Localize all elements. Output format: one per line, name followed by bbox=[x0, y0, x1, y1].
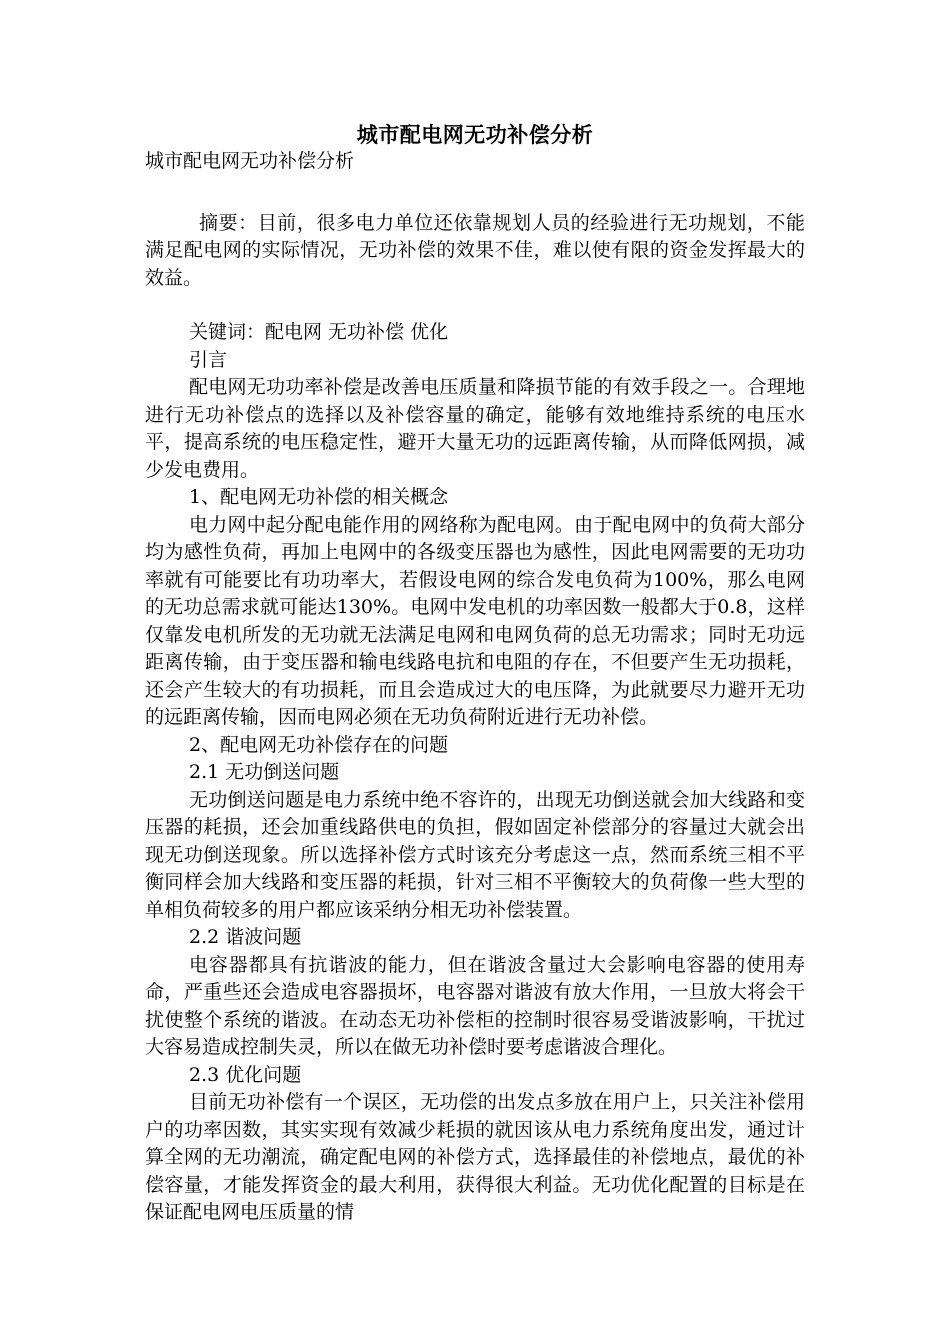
intro-heading: 引言 bbox=[189, 348, 228, 371]
abstract-paragraph: 摘要：目前，很多电力单位还依靠规划人员的经验进行无功规划，不能满足配电网的实际情况，无功补偿的效果不佳，难以使有限的资金发挥最大的效益。 bbox=[145, 211, 805, 289]
spacer bbox=[145, 176, 805, 210]
section2-2-heading: 2.2 谐波问题 bbox=[189, 926, 302, 948]
intro-paragraph: 配电网无功功率补偿是改善电压质量和降损节能的有效手段之一。合理地进行无功补偿点的选择以及补偿容量的确定，能够有效地维持系统的电压水平，提高系统的电压稳定性，避开大量无功的远距离传输，从而降低网损，减少发电费用。 bbox=[145, 376, 805, 481]
document-subtitle: 城市配电网无功补偿分析 bbox=[145, 150, 355, 172]
section2-3-paragraph: 目前无功补偿有一个误区，无功偿的出发点多放在用户上，只关注补偿用户的功率因数，其实实现有效减少耗损的就因该从电力系统角度出发，通过计算全网的无功潮流，确定配电网的补偿方式，选择最佳的补偿地点，最优的补偿容量，才能发挥资金的最大利用，获得很大利益。无功优化配置的目标是在保证配电网电压质量的情 bbox=[145, 1091, 805, 1223]
document-title: 城市配电网无功补偿分析 bbox=[356, 122, 594, 147]
section2-2-paragraph: 电容器都具有抗谐波的能力，但在谐波含量过大会影响电容器的使用寿命，严重些还会造成电容器损坏，电容器对谐波有放大作用，一旦放大将会干扰使整个系统的谐波。在动态无功补偿柜的控制时很容易受谐波影响，干扰过大容易造成控制失灵，所以在做无功补偿时要考虑谐波合理化。 bbox=[145, 953, 805, 1058]
section1-paragraph: 电力网中起分配电能作用的网络称为配电网。由于配电网中的负荷大部分均为感性负荷，再加上电网中的各级变压器也为感性，因此电网需要的无功功率就有可能要比有功功率大，若假设电网的综合发电负荷为100%，那么电网的无功总需求就可能达130%。电网中发电机的功率因数一般都大于0.8，这样仅靠发电机所发的无功就无法满足电网和电网负荷的总无功需求；同时无功远距离传输，由于变压器和输电线路电抗和电阻的存在，不但要产生无功损耗，还会产生较大的有功损耗，而且会造成过大的电压降，为此就要尽力避开无功的远距离传输，因而电网必须在无功负荷附近进行无功补偿。 bbox=[145, 513, 805, 728]
section2-1-paragraph: 无功倒送问题是电力系统中绝不容许的，出现无功倒送就会加大线路和变压器的耗损，还会加重线路供电的负担，假如固定补偿部分的容量过大就会出现无功倒送现象。所以选择补偿方式时该充分考虑这一点，然而系统三相不平衡同样会加大线路和变压器的耗损，针对三相不平衡较大的负荷像一些大型的单相负荷较多的用户都应该采纳分相无功补偿装置。 bbox=[145, 788, 805, 921]
spacer bbox=[145, 292, 805, 319]
keywords-line: 关键词：配电网 无功补偿 优化 bbox=[189, 321, 449, 343]
section2-1-heading: 2.1 无功倒送问题 bbox=[189, 761, 340, 783]
section2-3-heading: 2.3 优化问题 bbox=[189, 1063, 302, 1086]
section1-heading: 1、配电网无功补偿的相关概念 bbox=[189, 486, 449, 508]
section2-heading: 2、配电网无功补偿存在的问题 bbox=[189, 733, 449, 756]
document-body bbox=[145, 148, 805, 1227]
